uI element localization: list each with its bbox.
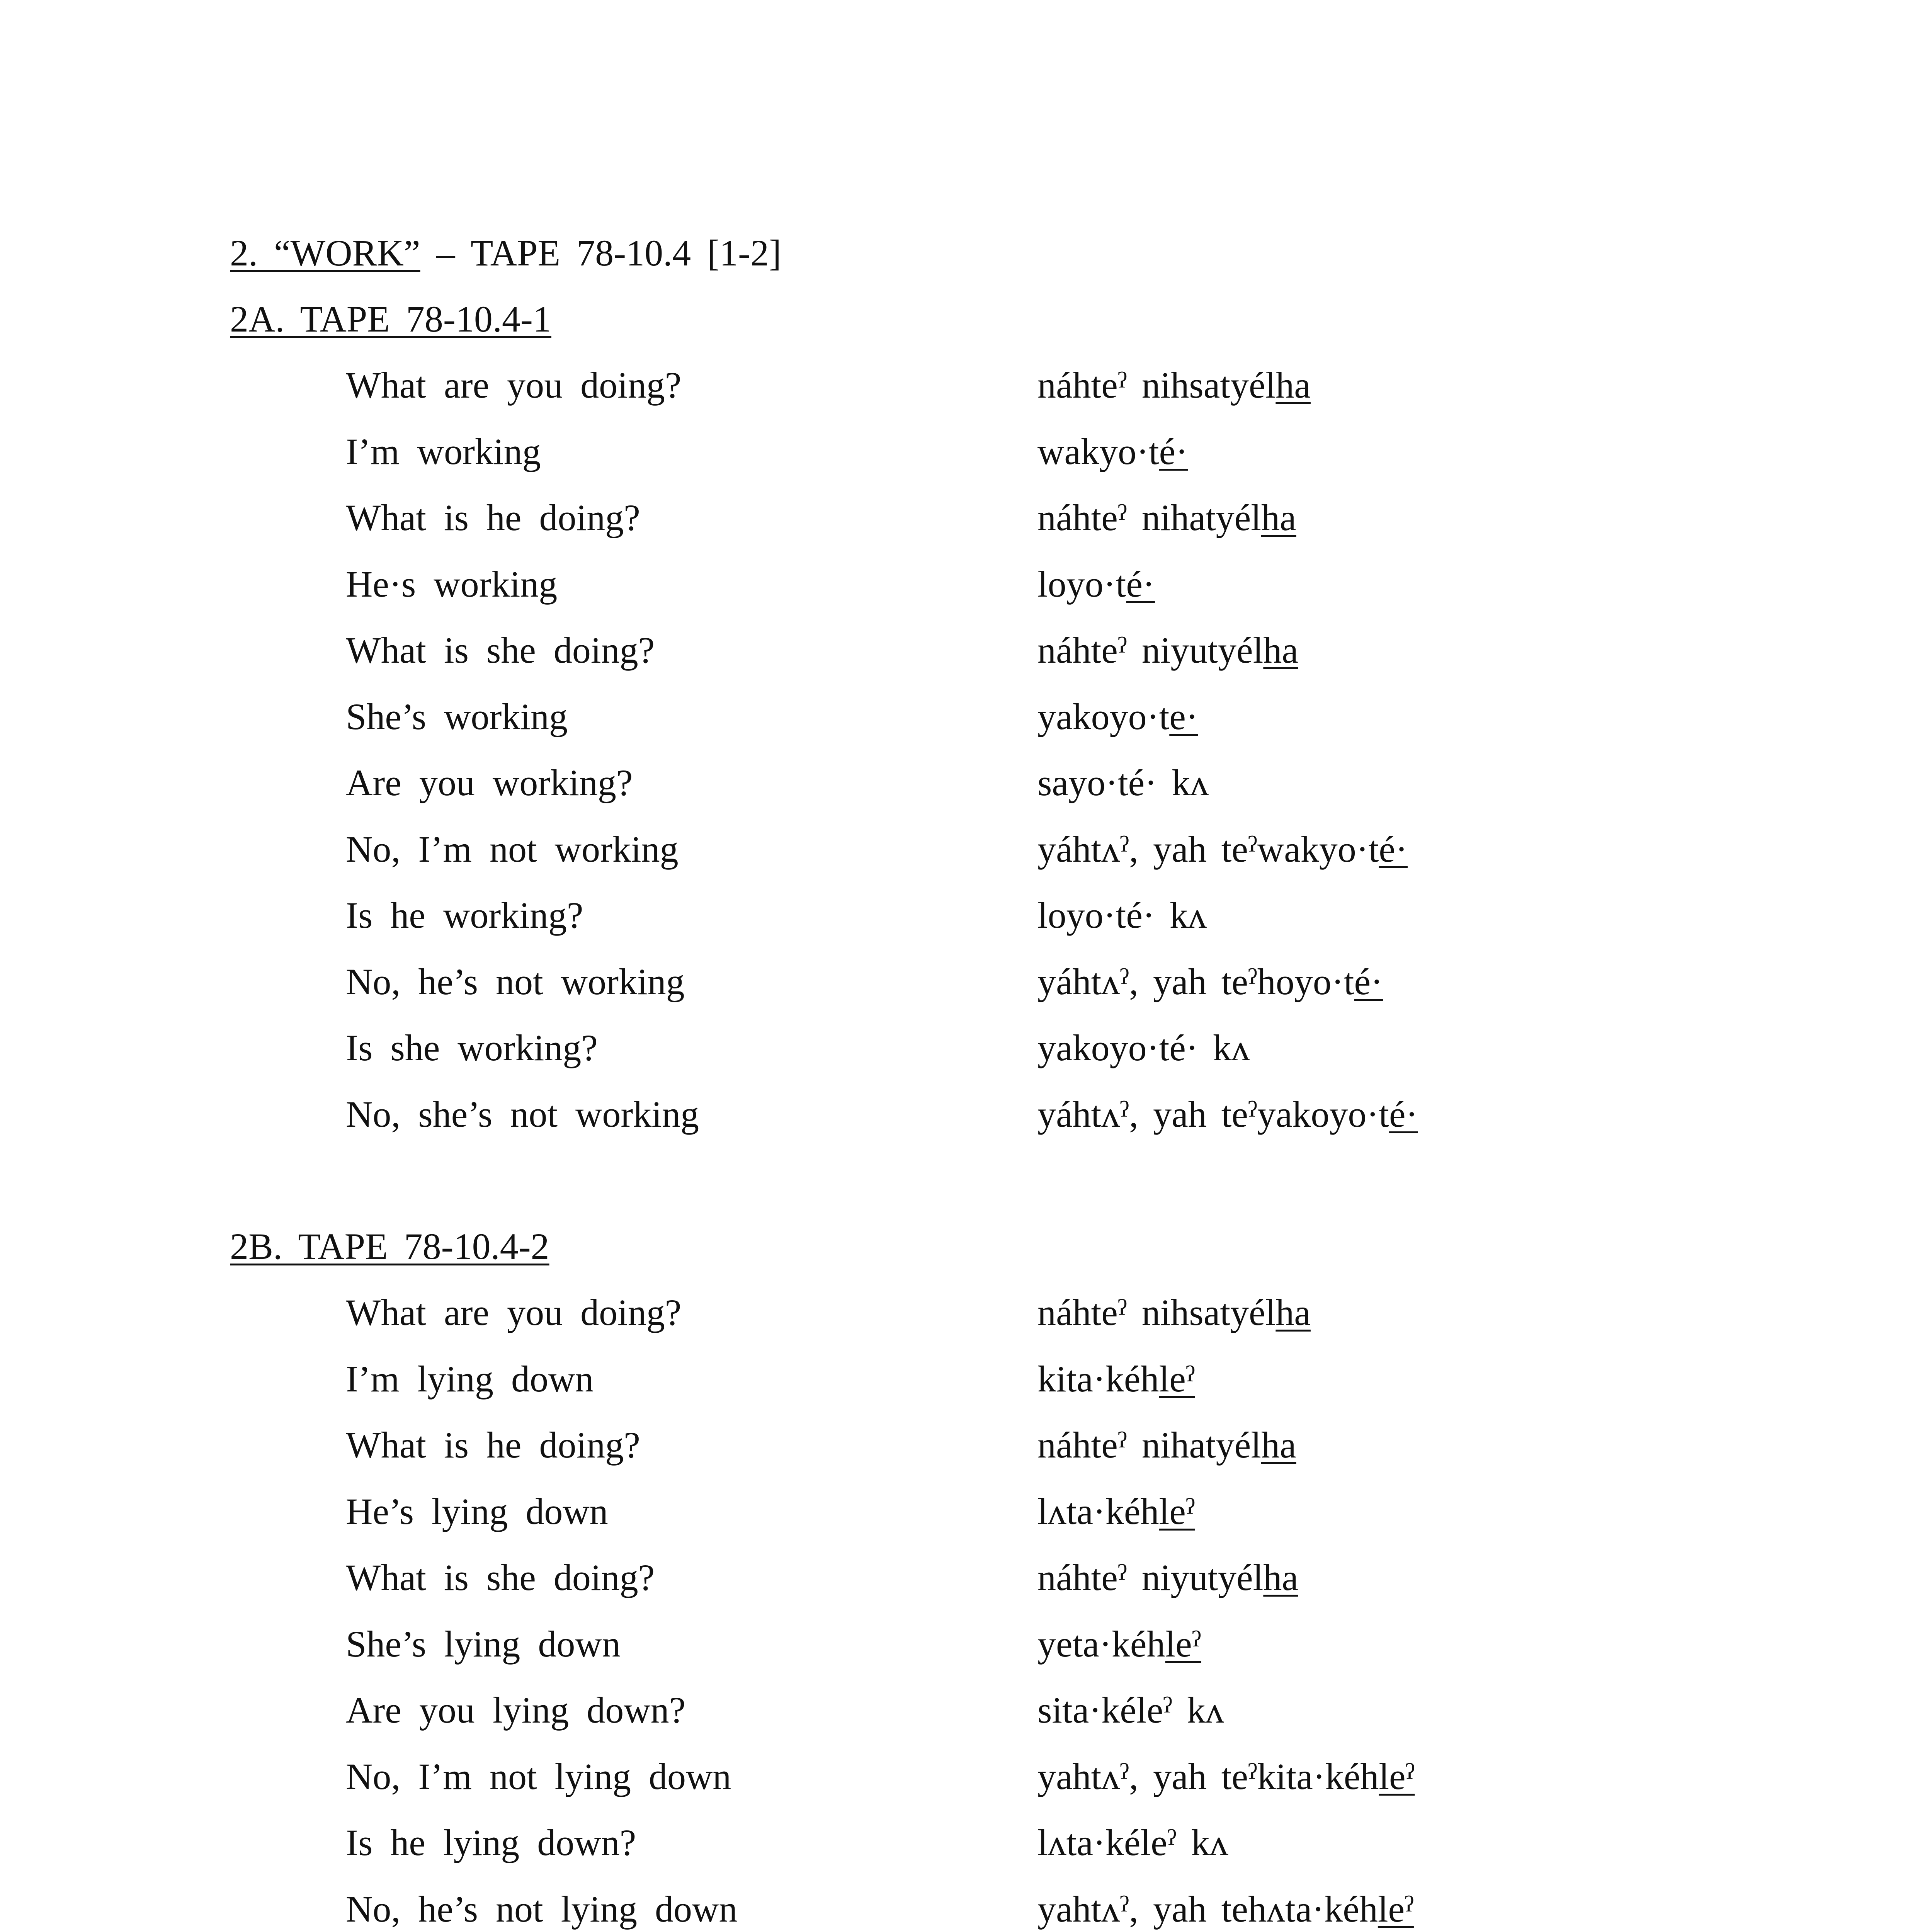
section-heading-2a: 2A. TAPE 78-10.4-1 (230, 298, 551, 340)
mohawk-translation (1037, 762, 1209, 804)
phrase-row (0, 1358, 1932, 1404)
translation-segment: yáhtʌˀ, yah teˀwakyo·t (1037, 828, 1379, 870)
phrase-row (0, 1424, 1932, 1470)
stressed-syllable: é· (1126, 563, 1155, 605)
page-title (230, 232, 781, 274)
translation-segment: wakyo·t (1037, 431, 1159, 472)
mohawk-translation (1037, 1490, 1195, 1533)
stressed-syllable: leˀ (1159, 1358, 1195, 1400)
english-phrase: No, she’s not working (346, 1094, 699, 1135)
mohawk-translation (1037, 563, 1155, 605)
translation-segment: yáhtʌˀ, yah teˀyakoyo·t (1037, 1094, 1389, 1135)
phrase-row (0, 1490, 1932, 1537)
translation-segment: náhteˀ niyutyél (1037, 1557, 1264, 1598)
stressed-syllable: ha (1263, 1557, 1298, 1598)
english-phrase: What is he doing? (346, 497, 640, 538)
translation-segment: náhteˀ nihsatyél (1037, 364, 1276, 406)
stressed-syllable: ha (1261, 497, 1296, 538)
translation-segment: loyo·t (1037, 563, 1126, 605)
phrase-row (0, 961, 1932, 1007)
phrase-row (0, 1888, 1932, 1932)
english-phrase: No, he’s not working (346, 961, 685, 1002)
mohawk-translation (1037, 1556, 1298, 1599)
phrase-row (0, 1689, 1932, 1735)
mohawk-translation (1037, 1689, 1224, 1731)
phrase-row (0, 762, 1932, 808)
stressed-syllable: é· (1379, 828, 1408, 870)
phrase-row (0, 1027, 1932, 1073)
stressed-syllable: leˀ (1159, 1491, 1195, 1532)
translation-segment: yeta·kéh (1037, 1623, 1165, 1665)
phrase-row (0, 497, 1932, 543)
mohawk-translation (1037, 364, 1311, 406)
mohawk-translation (1037, 1291, 1311, 1334)
translation-segment: náhteˀ niyutyél (1037, 629, 1264, 671)
english-phrase: He·s working (346, 563, 558, 605)
english-phrase: What is he doing? (346, 1424, 640, 1466)
page-title-lead: 2. “WORK” (230, 232, 420, 274)
english-phrase: Is he working? (346, 895, 583, 936)
mohawk-translation (1037, 828, 1408, 871)
phrase-row (0, 563, 1932, 609)
english-phrase: Are you lying down? (346, 1689, 686, 1731)
translation-segment: náhteˀ nihatyél (1037, 497, 1261, 538)
english-phrase: No, I’m not working (346, 828, 679, 870)
translation-segment: yahtʌˀ, yah teˀkita·kéh (1037, 1756, 1379, 1797)
translation-segment: náhteˀ nihsatyél (1037, 1292, 1276, 1333)
stressed-syllable: ha (1276, 1292, 1311, 1333)
translation-segment: yahtʌˀ, yah tehʌta·kéh (1037, 1888, 1378, 1930)
stressed-syllable: é· (1389, 1094, 1418, 1135)
stressed-syllable: leˀ (1379, 1756, 1415, 1797)
page-title-rest: – TAPE 78-10.4 [1-2] (420, 232, 781, 274)
mohawk-translation (1037, 1821, 1228, 1864)
mohawk-translation (1037, 1888, 1414, 1930)
english-phrase: No, he’s not lying down (346, 1888, 738, 1930)
stressed-syllable: leˀ (1378, 1888, 1414, 1930)
phrase-row (0, 1821, 1932, 1868)
mohawk-translation (1037, 1093, 1418, 1136)
mohawk-translation (1037, 497, 1296, 539)
stressed-syllable: leˀ (1165, 1623, 1201, 1665)
english-phrase: What is she doing? (346, 629, 655, 671)
mohawk-translation (1037, 1623, 1201, 1665)
phrase-row (0, 1755, 1932, 1802)
translation-segment: sita·kéleˀ kʌ (1037, 1689, 1224, 1731)
phrase-row (0, 828, 1932, 874)
translation-segment: náhteˀ nihatyél (1037, 1424, 1261, 1466)
mohawk-translation (1037, 1027, 1250, 1069)
phrase-row (0, 1291, 1932, 1338)
english-phrase: Are you working? (346, 762, 633, 803)
phrase-row (0, 629, 1932, 675)
stressed-syllable: ha (1261, 1424, 1296, 1466)
mohawk-translation (1037, 1358, 1195, 1400)
phrase-row (0, 1556, 1932, 1603)
english-phrase: What are you doing? (346, 1292, 682, 1333)
translation-segment: yakoyo·té· kʌ (1037, 1027, 1250, 1068)
mohawk-translation (1037, 961, 1383, 1003)
phrase-row (0, 430, 1932, 477)
english-phrase: Is she working? (346, 1027, 598, 1068)
english-phrase: No, I’m not lying down (346, 1756, 731, 1797)
english-phrase: What are you doing? (346, 364, 682, 406)
english-phrase: I’m lying down (346, 1358, 594, 1400)
phrase-row (0, 1623, 1932, 1669)
phrase-row (0, 894, 1932, 940)
english-phrase: She’s working (346, 696, 568, 737)
translation-segment: kita·kéh (1037, 1358, 1159, 1400)
english-phrase: He’s lying down (346, 1491, 608, 1532)
translation-segment: loyo·té· kʌ (1037, 895, 1207, 936)
stressed-syllable: ha (1276, 364, 1311, 406)
translation-segment: yakoyo·t (1037, 696, 1170, 737)
stressed-syllable: ha (1263, 629, 1298, 671)
stressed-syllable: e· (1169, 696, 1198, 737)
phrase-row (0, 364, 1932, 410)
stressed-syllable: é· (1354, 961, 1383, 1002)
phrase-row (0, 1093, 1932, 1139)
mohawk-translation (1037, 1755, 1415, 1798)
mohawk-translation (1037, 1424, 1296, 1466)
mohawk-translation (1037, 430, 1188, 473)
mohawk-translation (1037, 629, 1298, 672)
mohawk-translation (1037, 696, 1198, 738)
translation-segment: sayo·té· kʌ (1037, 762, 1209, 803)
mohawk-translation (1037, 894, 1207, 937)
english-phrase: She’s lying down (346, 1623, 621, 1665)
stressed-syllable: é· (1159, 431, 1188, 472)
translation-segment: yáhtʌˀ, yah teˀhoyo·t (1037, 961, 1354, 1002)
phrase-row (0, 696, 1932, 742)
english-phrase: I’m working (346, 431, 541, 472)
english-phrase: What is she doing? (346, 1557, 655, 1598)
translation-segment: lʌta·kéleˀ kʌ (1037, 1822, 1228, 1863)
english-phrase: Is he lying down? (346, 1822, 636, 1863)
section-heading-2b: 2B. TAPE 78-10.4-2 (230, 1226, 549, 1267)
translation-segment: lʌta·kéh (1037, 1491, 1159, 1532)
